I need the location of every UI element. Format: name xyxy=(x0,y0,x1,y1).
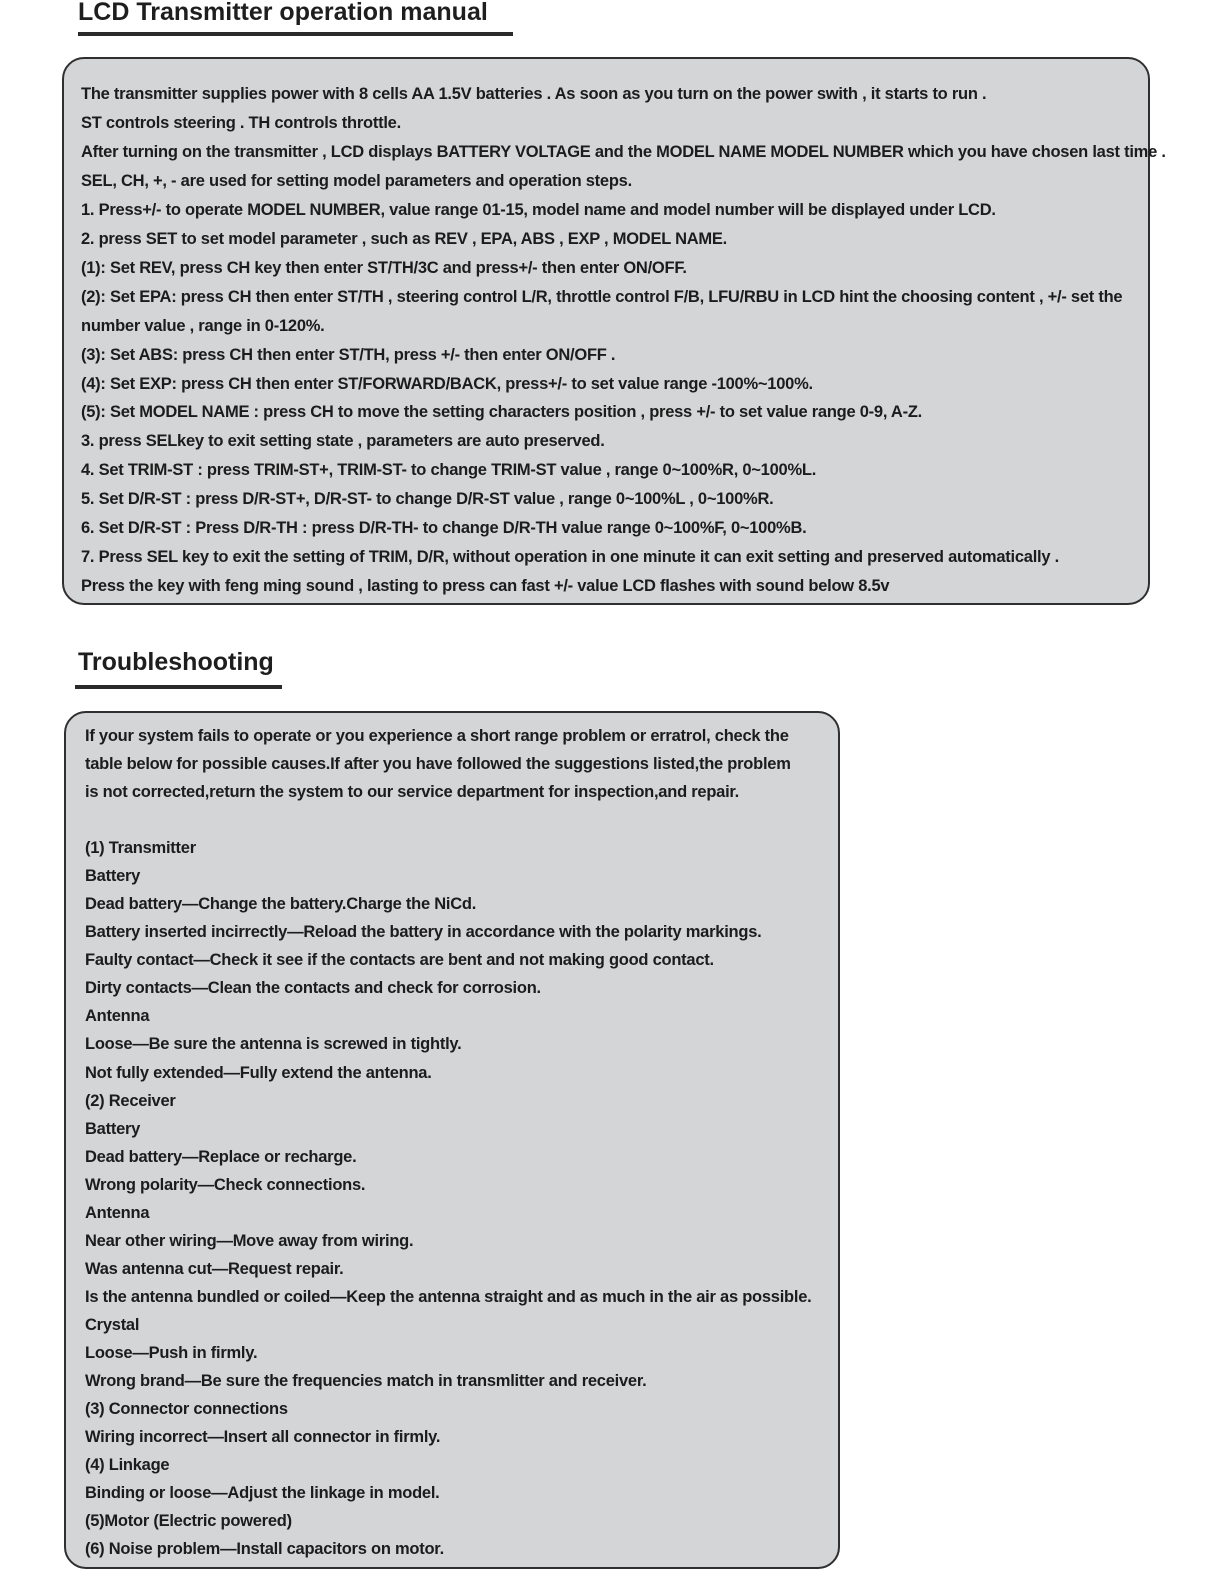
troubleshooting-item: Is the antenna bundled or coiled—Keep the antenna straight and as much in the air as possible. xyxy=(85,1287,812,1306)
troubleshooting-item: (1) Transmitter xyxy=(85,839,196,858)
troubleshooting-item: Binding or loose—Adjust the linkage in model. xyxy=(85,1484,440,1503)
manual-line: The transmitter supplies power with 8 cells AA 1.5V batteries . As soon as you turn on the power swith , it starts to run . xyxy=(81,85,987,103)
manual-line: number value , range in 0-120%. xyxy=(81,316,325,335)
manual-line: 1. Press+/- to operate MODEL NUMBER, value range 01-15, model name and model number will be displayed under LCD. xyxy=(81,200,996,219)
troubleshooting-item: (3) Connector connections xyxy=(85,1400,288,1419)
paragraph-spacer xyxy=(85,806,828,834)
manual-line: SEL, CH, +, - are used for setting model parameters and operation steps. xyxy=(81,171,632,190)
manual-line: 4. Set TRIM-ST : press TRIM-ST+, TRIM-ST- to change TRIM-ST value , range 0~100%R, 0~100%L. xyxy=(81,461,817,480)
troubleshooting-item: Wiring incorrect—Insert all connector in firmly. xyxy=(85,1428,441,1447)
troubleshooting-item: Wrong brand—Be sure the frequencies match in transmlitter and receiver. xyxy=(85,1372,647,1391)
manual-panel xyxy=(62,57,1166,605)
manual-line: After turning on the transmitter , LCD displays BATTERY VOLTAGE and the MODEL NAME MODEL NUMBER which you have chosen last time . xyxy=(81,142,1166,161)
troubleshooting-item: Dead battery—Change the battery.Charge the NiCd. xyxy=(85,895,477,914)
troubleshooting-item: (4) Linkage xyxy=(85,1456,170,1475)
manual-title: LCD Transmitter operation manual xyxy=(78,0,488,26)
manual-line: (3): Set ABS: press CH then enter ST/TH, press +/- then enter ON/OFF . xyxy=(81,345,616,364)
manual-title-underline xyxy=(78,32,513,36)
manual-line: (5): Set MODEL NAME : press CH to move the setting characters position , press +/- to set value range 0-9, A-Z. xyxy=(81,403,922,422)
manual-line: 6. Set D/R-ST : Press D/R-TH : press D/R-TH- to change D/R-TH value range 0~100%F, 0~100%B. xyxy=(81,519,807,538)
manual-line: 2. press SET to set model parameter , such as REV , EPA, ABS , EXP , MODEL NAME. xyxy=(81,229,728,248)
troubleshooting-panel xyxy=(64,711,840,1569)
troubleshooting-item: Loose—Push in firmly. xyxy=(85,1343,258,1362)
manual-line: Press the key with feng ming sound , lasting to press can fast +/- value LCD flashes with sound below 8.5v xyxy=(81,577,890,596)
troubleshooting-item: Near other wiring—Move away from wiring. xyxy=(85,1231,414,1250)
troubleshooting-item: Dead battery—Replace or recharge. xyxy=(85,1147,357,1166)
manual-line: ST controls steering . TH controls throttle. xyxy=(81,113,401,132)
troubleshooting-title-underline xyxy=(75,685,282,689)
manual-line: 7. Press SEL key to exit the setting of TRIM, D/R, without operation in one minute it can exit setting and preserved automatically . xyxy=(81,548,1059,567)
troubleshooting-item: (2) Receiver xyxy=(85,1091,176,1110)
troubleshooting-intro-line: is not corrected,return the system to our service department for inspection,and repair. xyxy=(85,783,740,802)
troubleshooting-title: Troubleshooting xyxy=(78,648,274,676)
troubleshooting-item: Loose—Be sure the antenna is screwed in tightly. xyxy=(85,1035,462,1054)
manual-line: (2): Set EPA: press CH then enter ST/TH , steering control L/R, throttle control F/B, LFU/RBU in LCD hint the choosing content , +/- set the xyxy=(81,287,1123,306)
troubleshooting-item: Antenna xyxy=(85,1203,150,1222)
troubleshooting-item: Battery xyxy=(85,867,141,886)
troubleshooting-item: Antenna xyxy=(85,1007,150,1026)
troubleshooting-item: (6) Noise problem—Install capacitors on motor. xyxy=(85,1540,444,1559)
troubleshooting-intro-line: table below for possible causes.If after you have followed the suggestions listed,the problem xyxy=(85,755,791,774)
manual-line: (4): Set EXP: press CH then enter ST/FORWARD/BACK, press+/- to set value range -100%~100%. xyxy=(81,374,813,393)
troubleshooting-item: (5)Motor (Electric powered) xyxy=(85,1512,292,1531)
manual-line: 3. press SELkey to exit setting state , parameters are auto preserved. xyxy=(81,432,605,451)
manual-line: (1): Set REV, press CH key then enter ST/TH/3C and press+/- then enter ON/OFF. xyxy=(81,258,687,277)
troubleshooting-item: Dirty contacts—Clean the contacts and check for corrosion. xyxy=(85,979,541,998)
troubleshooting-item: Wrong polarity—Check connections. xyxy=(85,1175,366,1194)
troubleshooting-item: Crystal xyxy=(85,1315,140,1334)
troubleshooting-intro-line: If your system fails to operate or you experience a short range problem or erratrol, check the xyxy=(85,727,789,745)
troubleshooting-item: Battery xyxy=(85,1119,141,1138)
troubleshooting-item: Was antenna cut—Request repair. xyxy=(85,1259,344,1278)
troubleshooting-item: Faulty contact—Check it see if the contacts are bent and not making good contact. xyxy=(85,951,714,970)
troubleshooting-item: Battery inserted incirrectly—Reload the battery in accordance with the polarity markings. xyxy=(85,923,762,942)
manual-line: 5. Set D/R-ST : press D/R-ST+, D/R-ST- to change D/R-ST value , range 0~100%L , 0~100%R. xyxy=(81,490,774,509)
troubleshooting-item: Not fully extended—Fully extend the antenna. xyxy=(85,1063,432,1082)
